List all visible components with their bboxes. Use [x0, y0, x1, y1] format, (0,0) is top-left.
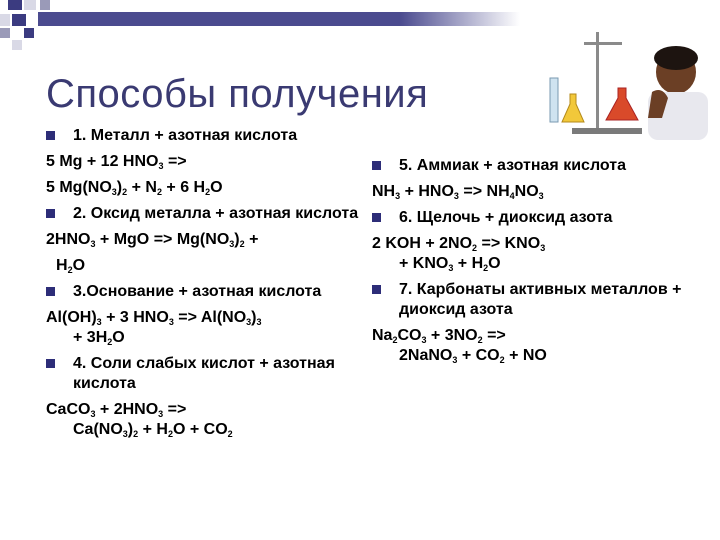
method-1-heading: 1. Металл + азотная кислота: [46, 126, 366, 146]
decor-square: [8, 0, 22, 10]
equation-2-cont: $H_2O$: [56, 257, 86, 275]
decor-square: [40, 0, 50, 10]
equation-6: 2 KOH + $2NO_2 => KNO_3$: [372, 235, 546, 253]
method-6-heading: 6. Щелочь + диоксид азота: [372, 208, 692, 228]
decor-square: [24, 28, 34, 38]
equation-3-cont: + $3H_2O$: [73, 329, 125, 347]
method-3-heading: 3.Основание + азотная кислота: [46, 282, 366, 302]
equation-6-cont: + $KNO_3 + H_2O$: [399, 255, 501, 273]
equation-1-products: 5 $Mg(NO_3)_2 + N_2 + 6$ $H_2O$: [46, 179, 223, 197]
method-7-heading: 7. Карбонаты активных металлов + диоксид азота: [372, 280, 692, 320]
equation-2: $2HNO_3$ + MgO => $Mg(NO_3)_2$ +: [46, 231, 259, 249]
header-bar: [38, 12, 520, 26]
equation-1: 5 Mg + 12 $HNO_3$ =>: [46, 153, 187, 171]
decor-square: [0, 28, 10, 38]
lab-photo: [544, 28, 716, 140]
method-4-heading: 4. Соли слабых кислот + азотная кислота: [46, 354, 366, 394]
equation-4-cont: $Ca(NO_3)_2 + H_2O + CO_2$: [73, 421, 233, 439]
equation-7: $Na_2CO_3 + 3NO_2$ =>: [372, 327, 506, 345]
decor-square: [0, 14, 10, 26]
slide-title: Способы получения: [46, 72, 429, 116]
decor-square: [12, 40, 22, 50]
method-5-heading: 5. Аммиак + азотная кислота: [372, 156, 692, 176]
right-column: [372, 156, 692, 372]
equation-3: $Al(OH)_3 + 3$ $HNO_3 => Al(NO_3)_3$: [46, 309, 262, 327]
left-column: [46, 126, 366, 446]
equation-5: $NH_3 + HNO_3 => NH_4NO_3$: [372, 183, 544, 201]
decor-square: [24, 0, 36, 10]
equation-4: CaCO$_3$ + $2HNO_3$ =>: [46, 401, 187, 419]
decor-square: [12, 14, 26, 26]
method-2-heading: 2. Оксид металла + азотная кислота: [46, 204, 366, 224]
equation-7-cont: 2NaNO$_3$ + $CO_2$ + NO: [399, 347, 547, 365]
